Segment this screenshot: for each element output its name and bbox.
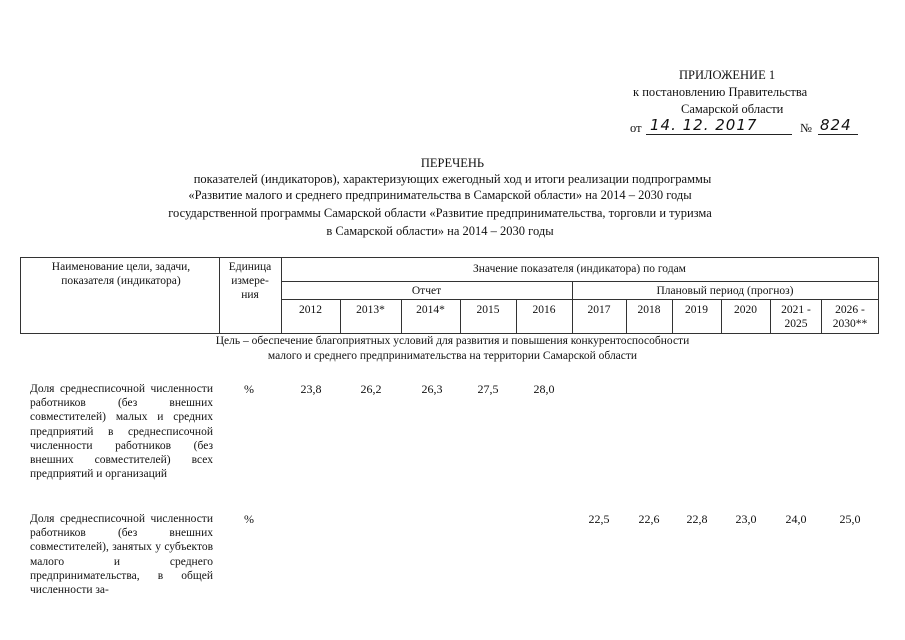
header-report: Отчет	[411, 285, 442, 297]
heading-line-2: «Развитие малого и среднего предпринимательства в Самарской области» на 2014 – 2030 годы	[188, 188, 692, 202]
row-1-2013: 26,2	[360, 382, 382, 396]
year-2016: 2016	[532, 304, 556, 316]
row-1-2012: 23,8	[300, 382, 322, 396]
appendix-title: ПРИЛОЖЕНИЕ 1	[679, 68, 776, 82]
row-2-2018: 22,6	[638, 512, 660, 526]
row-2-2021-2025: 24,0	[785, 512, 807, 526]
year-2020: 2020	[734, 304, 757, 316]
appendix-line1: к постановлению Правительства	[633, 85, 808, 99]
header-plan: Плановый период (прогноз)	[656, 285, 794, 297]
year-2021-2025: 2021 - 2025	[781, 304, 811, 330]
row-1-2015: 27,5	[477, 382, 499, 396]
year-2026-2030: 2026 - 2030**	[832, 304, 868, 330]
number-underline	[818, 134, 858, 135]
goal-line-2: малого и среднего предпринимательства на территории Самарской области	[267, 350, 638, 362]
row-1-name: Доля среднесписочной численности работников (без внешних совместителей) малых и средних предприятий в среднесписочной численности работников (без внешних совместителей) всех предприятий и организаций	[30, 383, 213, 481]
row-2-2020: 23,0	[735, 512, 757, 526]
row-2-2026-2030: 25,0	[839, 512, 861, 526]
header-unit: Единица измере- ния	[228, 261, 272, 301]
goal-line-1: Цель – обеспечение благоприятных условий для развития и повышения конкурентоспособности	[215, 335, 690, 347]
year-2015: 2015	[476, 304, 500, 316]
appendix-line2: Самарской области	[681, 102, 784, 116]
row-1-2014: 26,3	[421, 382, 443, 396]
date-underline	[646, 134, 792, 135]
row-2-name: Доля среднесписочной численности работников (без внешних совместителей), занятых у субъектов малого и среднего предпринимательства, в общей численности за-	[30, 513, 213, 597]
heading-line-3: государственной программы Самарской области «Развитие предпринимательства, торговли и туризма	[168, 206, 712, 220]
appendix-from-label: от	[630, 121, 642, 135]
heading-line-1: показателей (индикаторов), характеризующих ежегодный ход и итоги реализации подпрограммы	[193, 172, 712, 186]
year-2013: 2013*	[356, 304, 385, 316]
row-1-2016: 28,0	[533, 382, 555, 396]
row-2-2017: 22,5	[588, 512, 610, 526]
appendix-number: 824	[820, 116, 852, 134]
row-1-unit: %	[244, 382, 254, 396]
year-2018: 2018	[637, 304, 661, 316]
year-2012: 2012	[299, 304, 322, 316]
year-2017: 2017	[587, 304, 611, 316]
appendix-date: 14. 12. 2017	[650, 116, 758, 134]
appendix-number-label: №	[800, 121, 812, 135]
row-2-unit: %	[244, 512, 254, 526]
heading-line-4: в Самарской области» на 2014 – 2030 годы	[326, 224, 554, 238]
year-2014: 2014*	[416, 304, 445, 316]
header-values: Значение показателя (индикатора) по годам	[473, 263, 686, 275]
year-2019: 2019	[685, 304, 708, 316]
list-title: ПЕРЕЧЕНЬ	[420, 156, 485, 170]
row-2-2019: 22,8	[686, 512, 708, 526]
header-name: Наименование цели, задачи, показателя (индикатора)	[51, 261, 191, 287]
